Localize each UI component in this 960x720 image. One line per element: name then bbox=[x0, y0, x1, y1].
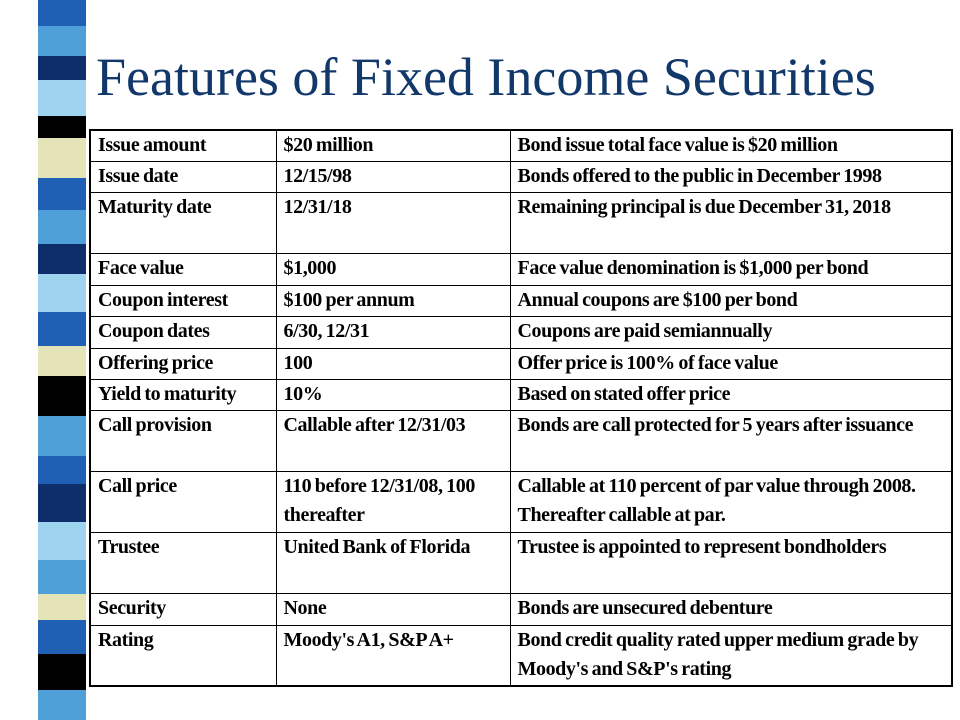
value-cell: 100 bbox=[276, 348, 510, 379]
feature-cell: Call provision bbox=[90, 411, 276, 472]
table-row bbox=[90, 533, 952, 594]
value-cell: $20 million bbox=[276, 130, 510, 161]
feature-cell: Offering price bbox=[90, 348, 276, 379]
table-row bbox=[90, 193, 952, 254]
table-row bbox=[90, 130, 952, 161]
value-cell: None bbox=[276, 594, 510, 625]
table-row bbox=[90, 317, 952, 348]
table-row bbox=[90, 594, 952, 625]
value-cell: United Bank of Florida bbox=[276, 533, 510, 594]
description-cell: Trustee is appointed to represent bondholders bbox=[510, 533, 952, 594]
feature-cell: Trustee bbox=[90, 533, 276, 594]
description-cell: Bonds are call protected for 5 years after issuance bbox=[510, 411, 952, 472]
table-row bbox=[90, 380, 952, 411]
features-table bbox=[89, 129, 953, 687]
description-cell: Callable at 110 percent of par value through 2008. Thereafter callable at par. bbox=[510, 472, 952, 533]
description-cell: Based on stated offer price bbox=[510, 380, 952, 411]
features-table-container bbox=[89, 129, 951, 687]
description-cell: Bond credit quality rated upper medium grade by Moody's and S&P's rating bbox=[510, 625, 952, 686]
value-cell: 10% bbox=[276, 380, 510, 411]
table-row bbox=[90, 625, 952, 686]
description-cell: Bond issue total face value is $20 million bbox=[510, 130, 952, 161]
feature-cell: Rating bbox=[90, 625, 276, 686]
table-row bbox=[90, 161, 952, 192]
decorative-side-bar bbox=[38, 0, 86, 720]
table-row bbox=[90, 285, 952, 316]
feature-cell: Coupon dates bbox=[90, 317, 276, 348]
description-cell: Bonds are unsecured debenture bbox=[510, 594, 952, 625]
slide-title: Features of Fixed Income Securities bbox=[96, 47, 876, 107]
table-row bbox=[90, 472, 952, 533]
feature-cell: Issue date bbox=[90, 161, 276, 192]
value-cell: 110 before 12/31/08, 100 thereafter bbox=[276, 472, 510, 533]
value-cell: 6/30, 12/31 bbox=[276, 317, 510, 348]
description-cell: Annual coupons are $100 per bond bbox=[510, 285, 952, 316]
table-row bbox=[90, 254, 952, 285]
value-cell: Callable after 12/31/03 bbox=[276, 411, 510, 472]
feature-cell: Security bbox=[90, 594, 276, 625]
table-row bbox=[90, 348, 952, 379]
feature-cell: Maturity date bbox=[90, 193, 276, 254]
value-cell: Moody's A1, S&P A+ bbox=[276, 625, 510, 686]
feature-cell: Issue amount bbox=[90, 130, 276, 161]
description-cell: Bonds offered to the public in December 1998 bbox=[510, 161, 952, 192]
description-cell: Face value denomination is $1,000 per bond bbox=[510, 254, 952, 285]
value-cell: $1,000 bbox=[276, 254, 510, 285]
description-cell: Coupons are paid semiannually bbox=[510, 317, 952, 348]
feature-cell: Coupon interest bbox=[90, 285, 276, 316]
description-cell: Remaining principal is due December 31, 2018 bbox=[510, 193, 952, 254]
value-cell: 12/31/18 bbox=[276, 193, 510, 254]
value-cell: $100 per annum bbox=[276, 285, 510, 316]
description-cell: Offer price is 100% of face value bbox=[510, 348, 952, 379]
table-row bbox=[90, 411, 952, 472]
feature-cell: Face value bbox=[90, 254, 276, 285]
value-cell: 12/15/98 bbox=[276, 161, 510, 192]
feature-cell: Yield to maturity bbox=[90, 380, 276, 411]
feature-cell: Call price bbox=[90, 472, 276, 533]
